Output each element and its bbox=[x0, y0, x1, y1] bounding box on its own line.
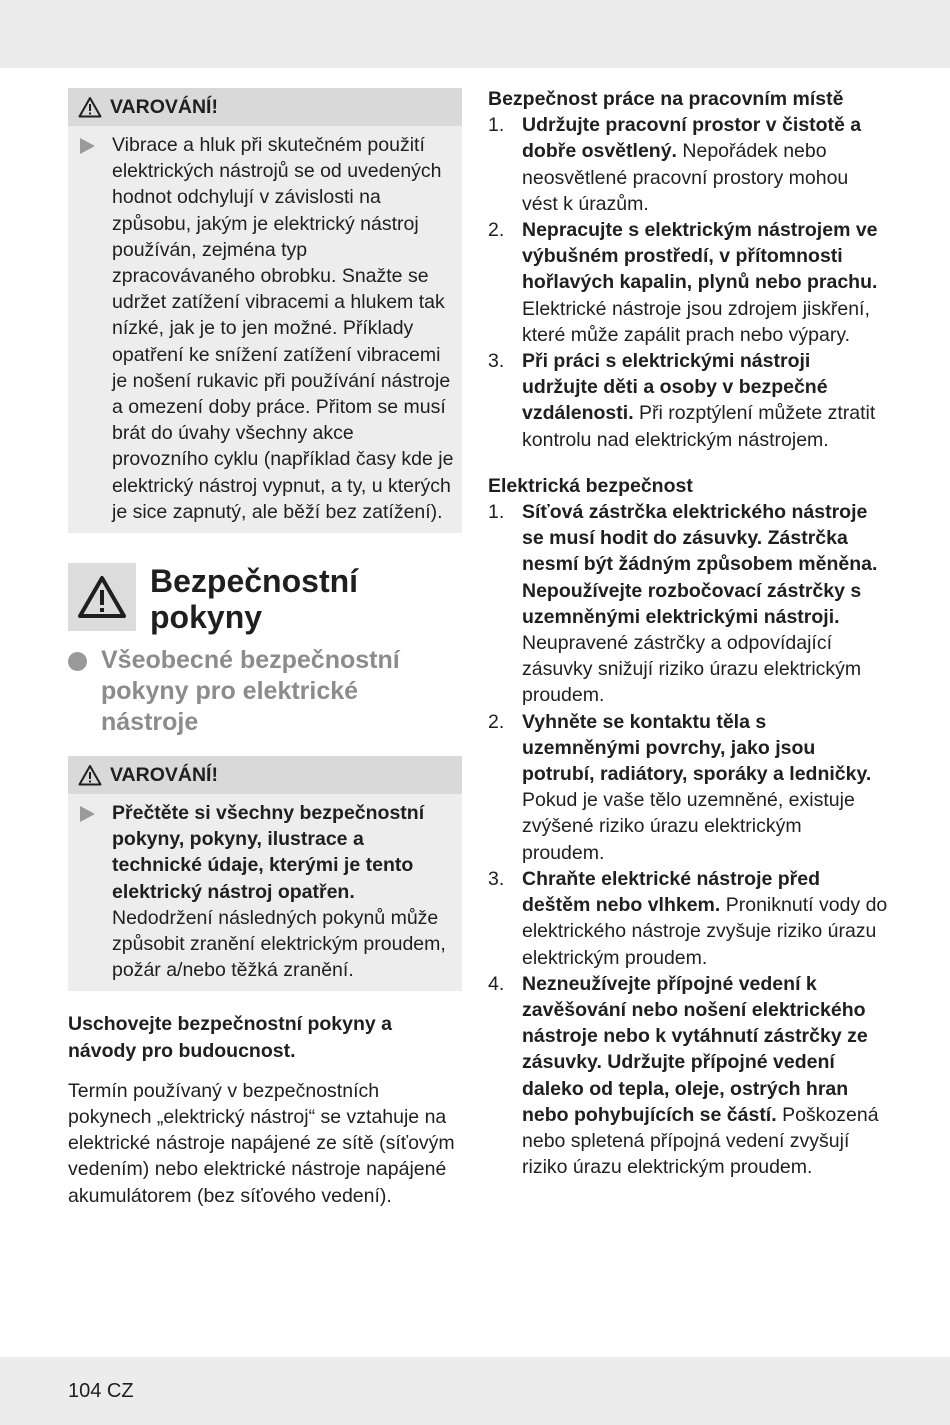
warning-text-normal: Nedodržení následných pokynů může způsobit zranění elektrickým proudem, požár a/nebo těžká zranění. bbox=[112, 906, 446, 982]
subsection-title: Všeobecné bezpečnostní pokyny pro elektrické nástroje bbox=[101, 646, 400, 737]
warning-triangle-icon bbox=[78, 764, 102, 786]
keep-instructions-heading: Uschovejte bezpečnostní pokyny a návody pro budoucnost. bbox=[68, 1013, 393, 1062]
list-text-normal: Neupravené zástrčky a odpovídající zásuvky snižují riziko úrazu elektrickým proudem. bbox=[522, 632, 862, 707]
warning-box-vibration bbox=[68, 88, 462, 533]
section-heading bbox=[68, 563, 462, 635]
list-number: 4. bbox=[488, 972, 505, 995]
list-item bbox=[488, 112, 888, 217]
list-text bbox=[522, 709, 888, 866]
warning-triangle-icon bbox=[78, 96, 102, 118]
list-text-normal: Pokud je vaše tělo uzemněné, existuje zvýšené riziko úrazu elektrickým proudem. bbox=[522, 789, 855, 864]
warning-box-read-instructions bbox=[68, 756, 462, 991]
warning-text bbox=[112, 800, 454, 983]
warning-body bbox=[68, 794, 462, 991]
warning-header bbox=[68, 88, 462, 126]
term-paragraph: Termín používaný v bezpečnostních pokynech „elektrický nástroj“ se vztahuje na elektrické nástroje napájené ze sítě (síťovým vedením) nebo elektrické nástroje napájené akumulátorem (bez síťového vedení). bbox=[68, 1079, 455, 1207]
list-number: 3. bbox=[488, 350, 505, 373]
warning-label: VAROVÁNÍ! bbox=[110, 95, 218, 118]
dot-icon bbox=[68, 652, 87, 671]
list-item bbox=[488, 499, 888, 709]
list-text-bold: Chraňte elektrické nástroje před deštěm nebo vlhkem. bbox=[522, 867, 821, 917]
electrical-safety-heading: Elektrická bezpečnost bbox=[488, 474, 693, 497]
list-item bbox=[488, 866, 888, 971]
list-text-normal: Při rozptýlení můžete ztratit kontrolu nad elektrickým nástrojem. bbox=[522, 402, 876, 451]
warning-text: Vibrace a hluk při skutečném použití elektrických nástrojů se od uvedených hodnot odchylují v závislosti na způsobu, jakým je elektrický nástroj používán, zejména typ zpracovávaného obrobku. Snažte se udržet zatížení vibracemi a hlukem tak nízké, jak je to jen možné. Příklady opatření ke snížení zatížení vibracemi je nošení rukavic při používání nástroje a omezení doby práce. Přitom se musí brát do úvahy všechny akce provozního cyklu (například časy kde je elektrický nástroj vypnut, a ty, u kterých je sice zapnutý, ale běží bez zatížení). bbox=[112, 134, 454, 523]
arrow-right-icon bbox=[80, 806, 95, 822]
list-number: 3. bbox=[488, 867, 505, 890]
list-item bbox=[488, 709, 888, 866]
right-column bbox=[488, 86, 888, 1180]
list-text-normal: Nepořádek nebo neosvětlené pracovní prostory mohou vést k úrazům. bbox=[522, 140, 849, 215]
list-text-normal: Proniknutí vody do elektrického nástroje zvyšuje riziko úrazu elektrickým proudem. bbox=[522, 894, 888, 969]
list-item bbox=[488, 348, 888, 453]
subsection-heading bbox=[68, 645, 462, 738]
list-number: 1. bbox=[488, 114, 505, 137]
bottom-band bbox=[0, 1357, 950, 1425]
list-text bbox=[522, 217, 888, 348]
list-text-bold: Síťová zástrčka elektrického nástroje se musí hodit do zásuvky. Zástrčka nesmí být žádným způsobem měněna. Nepoužívejte rozbočovací zástrčky s uzemněnými elektrickými nástroji. bbox=[522, 501, 878, 628]
warning-triangle-icon bbox=[68, 563, 136, 631]
top-band bbox=[0, 0, 950, 68]
list-text bbox=[522, 971, 888, 1181]
list-number: 1. bbox=[488, 501, 505, 524]
list-text-bold: Vyhněte se kontaktu těla s uzemněnými povrchy, jako jsou potrubí, radiátory, sporáky a ledničky. bbox=[522, 710, 872, 786]
list-text-bold: Nezneužívejte přípojné vedení k zavěšování nebo nošení elektrického nástroje nebo k vytáhnutí zástrčky ze zásuvky. Udržujte přípojné vedení daleko od tepla, oleje, ostrých hran nebo pohybujících se částí. bbox=[522, 972, 868, 1126]
warning-body bbox=[68, 126, 462, 533]
warning-header bbox=[68, 756, 462, 794]
list-text bbox=[522, 112, 888, 217]
list-text-bold: Udržujte pracovní prostor v čistotě a dobře osvětlený. bbox=[522, 114, 862, 163]
list-number: 2. bbox=[488, 710, 505, 733]
warning-label: VAROVÁNÍ! bbox=[110, 763, 218, 786]
list-text bbox=[522, 866, 888, 971]
page-number: 104 CZ bbox=[68, 1380, 134, 1402]
section-title: Bezpečnostní pokyny bbox=[150, 563, 359, 636]
arrow-right-icon bbox=[80, 138, 95, 154]
list-number: 2. bbox=[488, 219, 505, 242]
warning-text-bold: Přečtěte si všechny bezpečnostní pokyny, pokyny, ilustrace a technické údaje, kterými je tento elektrický nástroj opatřen. bbox=[112, 802, 425, 903]
list-text bbox=[522, 499, 888, 709]
list-item bbox=[488, 217, 888, 348]
list-text-normal: Poškozená nebo spletená přípojná vedení zvyšují riziko úrazu elektrickým proudem. bbox=[522, 1103, 879, 1179]
electrical-safety-list bbox=[488, 499, 888, 1180]
list-text-bold: Při práci s elektrickými nástroji udržujte děti a osoby v bezpečné vzdálenosti. bbox=[522, 350, 828, 425]
workplace-safety-list bbox=[488, 112, 888, 453]
list-text-bold: Nepracujte s elektrickým nástrojem ve výbušném prostředí, v přítomnosti hořlavých kapalin, plynů nebo prachu. bbox=[522, 219, 878, 294]
list-text-normal: Elektrické nástroje jsou zdrojem jiskření, které může zapálit prach nebo výpary. bbox=[522, 297, 870, 346]
left-column bbox=[68, 88, 462, 1209]
list-item bbox=[488, 971, 888, 1181]
workplace-safety-heading: Bezpečnost práce na pracovním místě bbox=[488, 88, 844, 110]
list-text bbox=[522, 348, 888, 453]
